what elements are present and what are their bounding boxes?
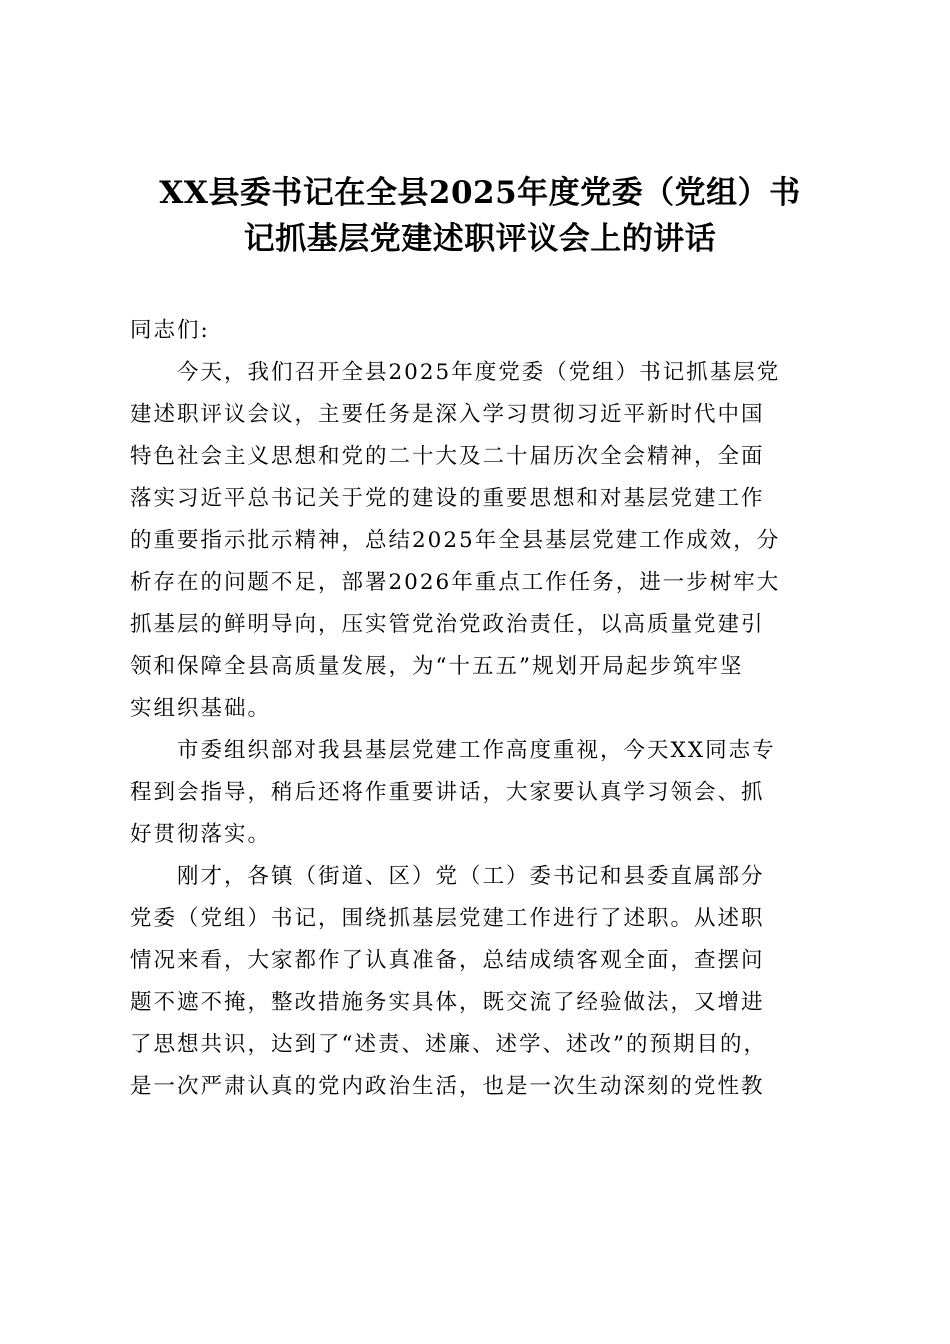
paragraph-line: 题不遮不掩，整改措施务实具体，既交流了经验做法，又增进 — [130, 990, 765, 1015]
paragraph-line: 刚才，各镇（街道、区）党（工）委书记和县委直属部分 — [130, 864, 765, 889]
paragraph-line: 析存在的问题不足，部署2026年重点工作任务，进一步树牢大 — [130, 570, 781, 595]
document-body — [130, 310, 830, 1108]
paragraph-line: 建述职评议会议，主要任务是深入学习贯彻习近平新时代中国 — [130, 402, 765, 427]
paragraph-line: 实组织基础。 — [130, 696, 272, 721]
paragraph-line: 是一次严肃认真的党内政治生活，也是一次生动深刻的党性教 — [130, 1074, 765, 1099]
paragraph-line: 特色社会主义思想和党的二十大及二十届历次全会精神，全面 — [130, 444, 765, 469]
paragraph-line: 情况来看，大家都作了认真准备，总结成绩客观全面，查摆问 — [130, 948, 765, 973]
paragraph-line: 程到会指导，稍后还将作重要讲话，大家要认真学习领会、抓 — [130, 780, 765, 805]
paragraph-2 — [130, 730, 830, 856]
paragraph-line: 了思想共识，达到了“述责、述廉、述学、述改”的预期目的， — [130, 1032, 767, 1057]
paragraph-line: 市委组织部对我县基层党建工作高度重视，今天XX同志专 — [130, 738, 776, 763]
paragraph-line: 好贯彻落实。 — [130, 822, 272, 847]
paragraph-1 — [130, 352, 830, 730]
document-title — [110, 170, 850, 262]
paragraph-line: 的重要指示批示精神，总结2025年全县基层党建工作成效，分 — [130, 528, 781, 553]
title-line-1: XX县委书记在全县2025年度党委（党组）书 — [159, 175, 801, 211]
paragraph-line: 落实习近平总书记关于党的建设的重要思想和对基层党建工作 — [130, 486, 765, 511]
paragraph-3 — [130, 856, 830, 1108]
title-line-2: 记抓基层党建述职评议会上的讲话 — [243, 221, 717, 257]
paragraph-line: 抓基层的鲜明导向，压实管党治党政治责任，以高质量党建引 — [130, 612, 765, 637]
paragraph-line: 党委（党组）书记，围绕抓基层党建工作进行了述职。从述职 — [130, 906, 765, 931]
paragraph-line: 今天，我们召开全县2025年度党委（党组）书记抓基层党 — [130, 360, 781, 385]
salutation: 同志们: — [130, 318, 210, 343]
paragraph-line: 领和保障全县高质量发展，为“十五五”规划开局起步筑牢坚 — [130, 654, 744, 679]
